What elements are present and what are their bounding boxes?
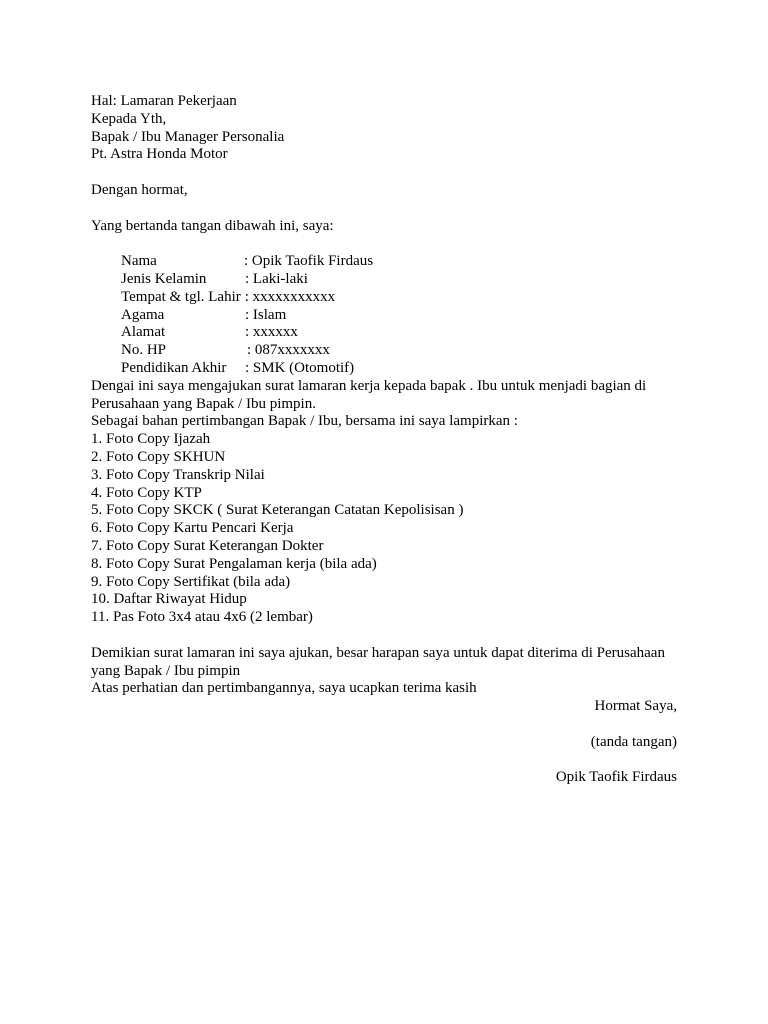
intro-line: Yang bertanda tangan dibawah ini, saya: [91,217,334,234]
field-label: Jenis Kelamin [121,270,207,287]
application-letter [91,93,681,787]
attachment-list [91,431,681,627]
thanks-line: Atas perhatian dan pertimbangannya, saya ucapkan terima kasih [91,680,477,697]
list-item: 8. Foto Copy Surat Pengalaman kerja (bila ada) [91,555,377,572]
list-item: 6. Foto Copy Kartu Pencari Kerja [91,520,294,537]
list-item: 9. Foto Copy Sertifikat (bila ada) [91,573,291,590]
spacer [91,164,681,182]
list-item: 3. Foto Copy Transkrip Nilai [91,466,265,483]
recipient-line: Bapak / Ibu Manager Personalia [91,128,285,145]
list-item: 1. Foto Copy Ijazah [91,431,211,448]
recipient-line: Pt. Astra Honda Motor [91,146,228,163]
list-item: 4. Foto Copy KTP [91,484,202,501]
sign-off: Hormat Saya, [594,698,677,715]
attachments-intro: Sebagai bahan pertimbangan Bapak / Ibu, bersama ini saya lampirkan : [91,413,518,430]
field-label: Agama [121,306,165,323]
list-item: 7. Foto Copy Surat Keterangan Dokter [91,537,324,554]
field-value: : SMK (Otomotif) [245,359,355,376]
letter-subject: Hal: Lamaran Pekerjaan [91,93,237,109]
list-item: 2. Foto Copy SKHUN [91,448,226,465]
field-label: Alamat [121,324,166,341]
field-value: : xxxxxxxxxxx [244,288,336,305]
signature-placeholder: (tanda tangan) [590,733,677,750]
spacer [91,751,681,769]
field-value: : Islam [245,306,287,323]
field-value: : Opik Taofik Firdaus [244,253,374,270]
signer-name: Opik Taofik Firdaus [555,769,677,786]
field-row [91,235,681,270]
spacer [91,200,681,218]
field-value: : 087xxxxxxx [247,342,330,359]
field-label: Nama [121,253,157,270]
field-value: : Laki-laki [245,270,308,287]
recipient-line: Kepada Yth, [91,110,167,127]
field-value: : xxxxxx [245,324,298,341]
field-label: Pendidikan Akhir [121,359,227,376]
list-item: 10. Daftar Riwayat Hidup [91,591,247,608]
field-label: No. HP [121,342,167,359]
field-label: Tempat & tgl. Lahir [121,288,241,305]
list-item: 5. Foto Copy SKCK ( Surat Keterangan Catatan Kepolisisan ) [91,502,464,519]
body-paragraph: Dengai ini saya mengajukan surat lamaran kerja kepada bapak . Ibu untuk menjadi bagian di Perusahaan yang Bapak / Ibu pimpin. [91,377,647,412]
personal-details [91,235,681,376]
closing-paragraph: Demikian surat lamaran ini saya ajukan, besar harapan saya untuk dapat diterima di Perusahaan yang Bapak / Ibu pimpin [91,644,665,679]
spacer [91,627,681,645]
spacer [91,716,681,734]
greeting: Dengan hormat, [91,181,188,198]
list-item: 11. Pas Foto 3x4 atau 4x6 (2 lembar) [91,609,313,626]
